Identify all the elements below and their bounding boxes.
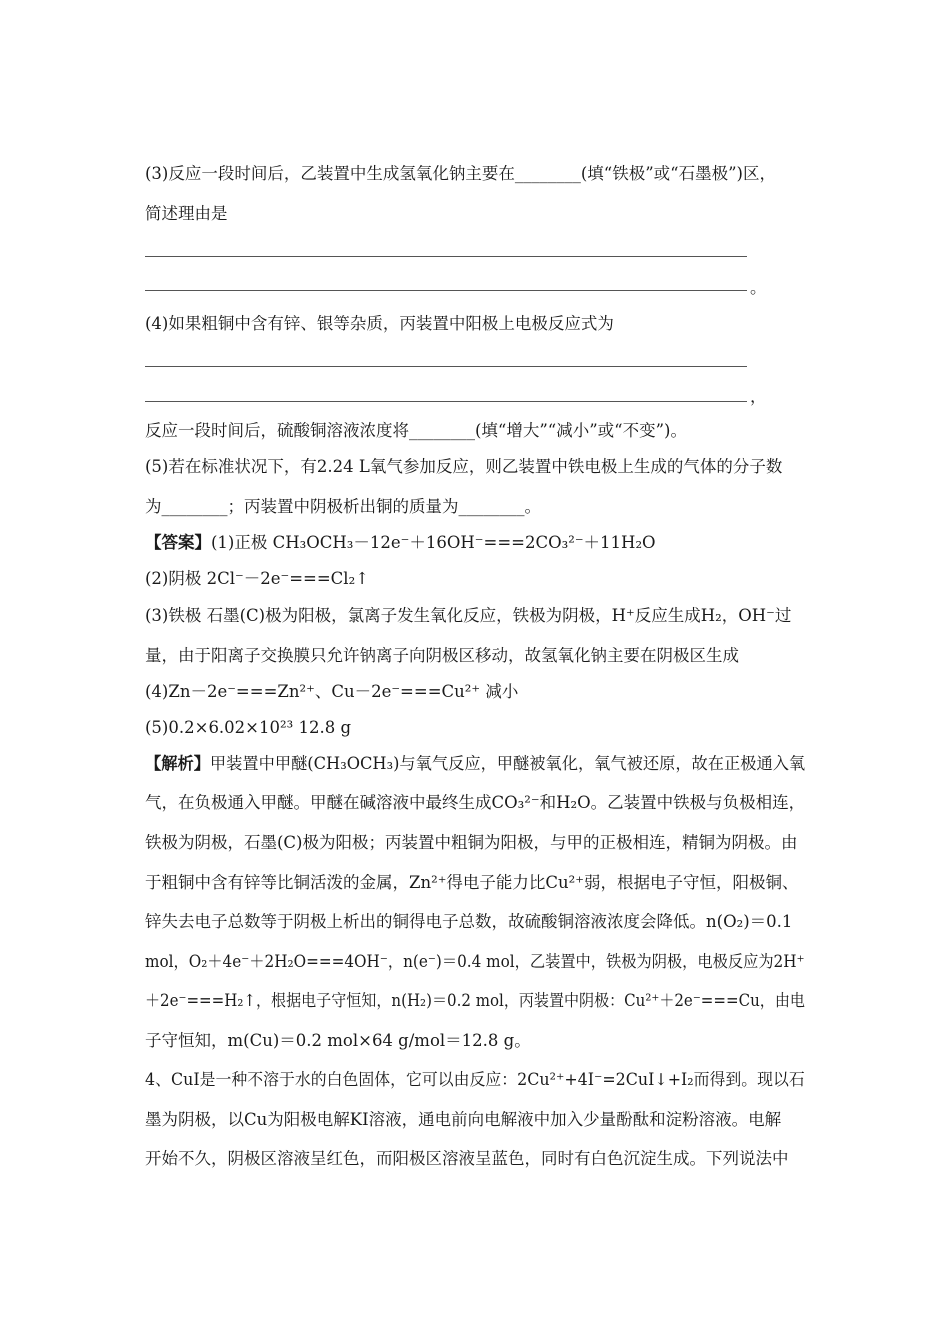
analysis-line7: ＋2e⁻===H₂↑，根据电子守恒知，n(H₂)＝0.2 mol，丙装置中阴极：Cu²⁺＋2e⁻===Cu，由电 xyxy=(145,991,805,1010)
answer-2: (2)阴极 2Cl⁻－2e⁻===Cl₂↑ xyxy=(145,569,370,588)
analysis-line2: 气，在负极通入甲醚。甲醚在碱溶液中最终生成CO₃²⁻和H₂O。乙装置中铁极与负极相连， xyxy=(145,793,806,812)
q5-line1: (5)若在标准状况下，有2.24 L氧气参加反应，则乙装置中铁电极上生成的气体的分子数 xyxy=(145,457,783,476)
analysis-line4: 于粗铜中含有锌等比铜活泼的金属，Zn²⁺得电子能力比Cu²⁺弱，根据电子守恒，阳极铜、 xyxy=(145,873,799,892)
answer-blank-rule xyxy=(145,401,747,402)
question-4-line1: 4、CuI是一种不溶于水的白色固体，它可以由反应：2Cu²⁺+4I⁻=2CuI↓+I₂而得到。现以石 xyxy=(145,1070,805,1089)
q4-line1: (4)如果粗铜中含有锌、银等杂质，丙装置中阳极上电极反应式为 xyxy=(145,314,614,333)
q3-end-punct: 。 xyxy=(750,278,767,297)
answer-3-line2: 量，由于阳离子交换膜只允许钠离子向阴极区移动，故氢氧化钠主要在阴极区生成 xyxy=(145,646,739,665)
q4-line2: 反应一段时间后，硫酸铜溶液浓度将________(填“增大”“减小”或“不变”)。 xyxy=(145,421,687,440)
answer-4: (4)Zn－2e⁻===Zn²⁺、Cu－2e⁻===Cu²⁺ 减小 xyxy=(145,682,519,701)
analysis-tag: 【解析】 xyxy=(145,754,210,773)
q5-line2: 为________；丙装置中阴极析出铜的质量为________。 xyxy=(145,497,541,516)
analysis-line6: mol，O₂＋4e⁻＋2H₂O===4OH⁻，n(e⁻)＝0.4 mol，乙装置中，铁极为阴极，电极反应为2H⁺ xyxy=(145,952,805,971)
analysis-line8: 子守恒知，m(Cu)＝0.2 mol×64 g/mol＝12.8 g。 xyxy=(145,1031,531,1050)
answer-5: (5)0.2×6.02×10²³ 12.8 g xyxy=(145,718,352,737)
answer-3-line1: (3)铁极 石墨(C)极为阳极，氯离子发生氧化反应，铁极为阴极，H⁺反应生成H₂，OH⁻过 xyxy=(145,606,792,625)
question-4-line2: 墨为阴极，以Cu为阳极电解KI溶液，通电前向电解液中加入少量酚酞和淀粉溶液。电解 xyxy=(145,1110,782,1129)
q3-line1: (3)反应一段时间后，乙装置中生成氢氧化钠主要在________(填“铁极”或“石墨极”)区， xyxy=(145,164,776,183)
analysis-line3: 铁极为阴极，石墨(C)极为阳极；丙装置中粗铜为阳极，与甲的正极相连，精铜为阴极。由 xyxy=(145,833,798,852)
analysis-line5: 锌失去电子总数等于阴极上析出的铜得电子总数，故硫酸铜溶液浓度会降低。n(O₂)＝0.1 xyxy=(145,912,793,931)
answer-blank-rule xyxy=(145,366,747,367)
answer-blank-rule xyxy=(145,256,747,257)
q4-end-punct: ， xyxy=(750,387,767,406)
q3-line2: 简述理由是 xyxy=(145,204,228,223)
analysis-line1 xyxy=(145,753,805,775)
answer-line1 xyxy=(145,532,656,554)
question-4-line3: 开始不久，阴极区溶液呈红色，而阳极区溶液呈蓝色，同时有白色沉淀生成。下列说法中 xyxy=(145,1149,789,1168)
answer-blank-rule xyxy=(145,290,747,291)
answer-1: (1)正极 CH₃OCH₃－12e⁻＋16OH⁻===2CO₃²⁻＋11H₂O xyxy=(211,533,656,552)
analysis-text-1: 甲装置中甲醚(CH₃OCH₃)与氧气反应，甲醚被氧化，氧气被还原，故在正极通入氧 xyxy=(209,754,806,773)
answer-tag: 【答案】 xyxy=(145,533,211,552)
